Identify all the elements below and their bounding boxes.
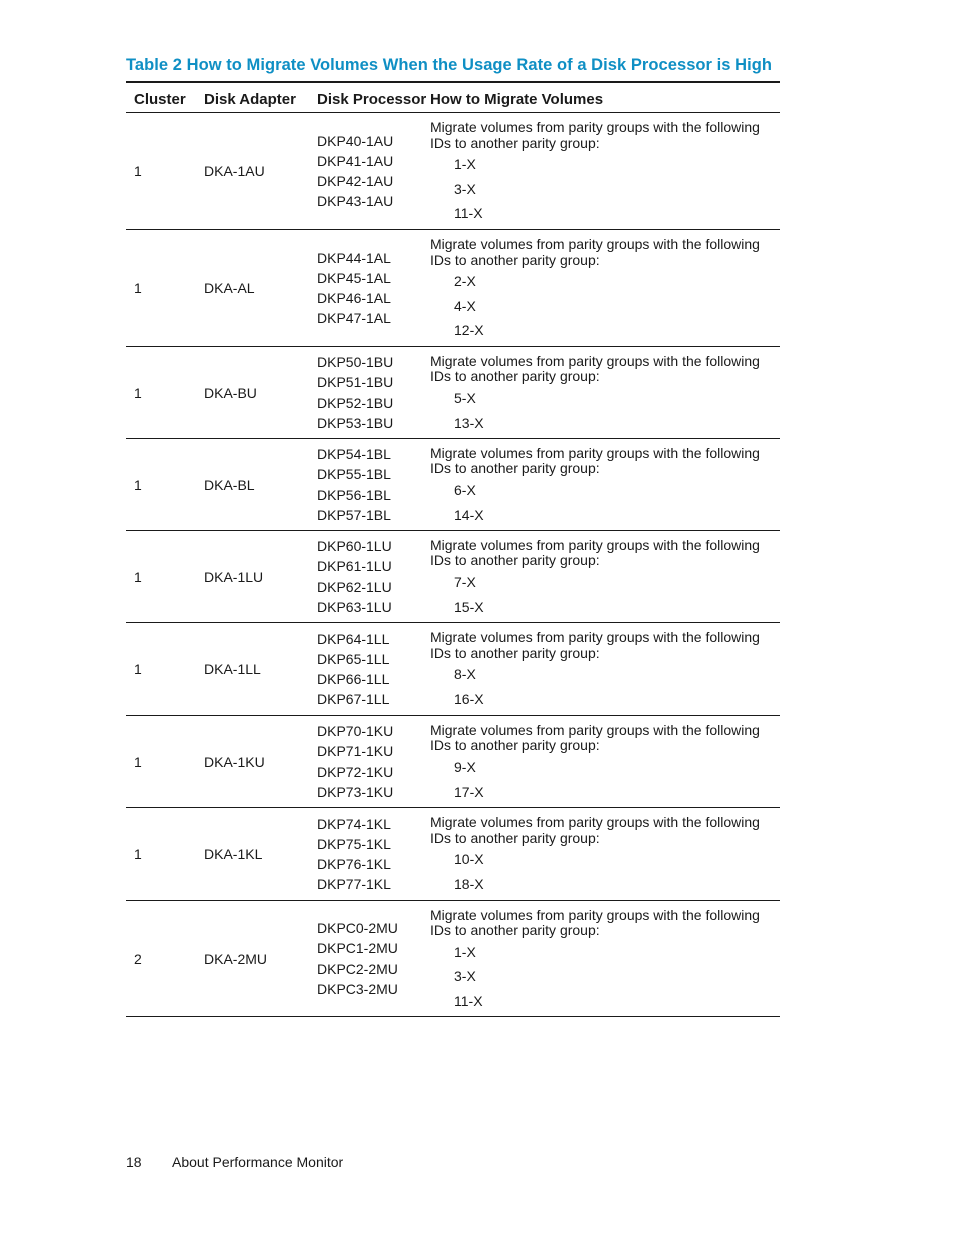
disk-processor-item: DKP41-1AU [317,152,394,169]
disk-processor-item: DKPC1-2MU [317,940,398,957]
migration-table [126,81,780,1017]
disk-processor-item: DKP52-1BU [317,394,394,411]
disk-processor-list [317,444,430,525]
disk-adapter-cell: DKA-BU [204,347,317,439]
disk-processor-item: DKP74-1KL [317,815,391,832]
disk-adapter-cell: DKA-1LU [204,531,317,623]
parity-group-id: 9-X [454,758,476,775]
disk-processor-cell [317,230,430,347]
parity-group-id: 1-X [454,943,476,960]
cluster-cell: 1 [126,347,204,439]
migration-instruction: Migrate volumes from parity groups with the following IDs to another parity group: [430,814,760,846]
disk-processor-item: DKP47-1AL [317,310,391,327]
parity-group-id-list [430,662,780,711]
parity-group-id-list [430,269,780,343]
disk-processor-item: DKP66-1LL [317,671,390,687]
cluster-cell: 2 [126,901,204,1017]
disk-processor-item: DKP44-1AL [317,249,391,266]
parity-group-id: 15-X [454,598,484,615]
header-cluster: Cluster [126,82,204,113]
migration-instruction: Migrate volumes from parity groups with the following IDs to another parity group: [430,119,760,151]
disk-processor-cell [317,623,430,716]
disk-processor-item: DKP64-1LL [317,630,390,647]
migration-instruction: Migrate volumes from parity groups with the following IDs to another parity group: [430,444,760,477]
how-to-migrate-cell [430,347,780,439]
how-to-migrate-cell [430,716,780,808]
parity-group-id: 7-X [454,573,476,590]
migration-instruction: Migrate volumes from parity groups with the following IDs to another parity group: [430,236,760,268]
parity-group-id: 18-X [454,876,484,892]
disk-processor-item: DKP40-1AU [317,132,394,149]
disk-processor-item: DKP50-1BU [317,354,394,371]
parity-group-id: 16-X [454,691,484,707]
disk-processor-list [317,248,430,329]
disk-processor-list [317,629,430,710]
parity-group-id-list [430,940,780,1014]
disk-processor-item: DKP72-1KU [317,763,394,780]
disk-processor-cell [317,347,430,439]
cluster-cell: 1 [126,531,204,623]
disk-processor-item: DKP71-1KU [317,743,394,760]
cluster-cell: 1 [126,113,204,230]
disk-processor-list [317,918,430,999]
disk-processor-list [317,352,430,433]
disk-processor-item: DKP54-1BL [317,446,391,463]
disk-processor-item: DKP55-1BL [317,466,391,483]
disk-processor-item: DKP73-1KU [317,783,394,800]
table-row [126,531,780,623]
disk-adapter-cell: DKA-1LL [204,623,317,716]
disk-processor-item: DKP51-1BU [317,374,394,391]
parity-group-id: 3-X [454,968,476,985]
disk-processor-item: DKP53-1BU [317,414,394,431]
table-row [126,808,780,901]
parity-group-id: 8-X [454,666,476,683]
disk-adapter-cell: DKA-1AU [204,113,317,230]
migration-instruction: Migrate volumes from parity groups with the following IDs to another parity group: [430,721,760,754]
migration-instruction: Migrate volumes from parity groups with the following IDs to another parity group: [430,352,760,385]
disk-processor-item: DKP46-1AL [317,290,391,306]
migration-instruction: Migrate volumes from parity groups with the following IDs to another parity group: [430,536,760,569]
disk-processor-item: DKP42-1AU [317,173,394,189]
parity-group-id-list [430,570,780,619]
parity-group-id: 5-X [454,389,476,406]
disk-adapter-cell: DKA-1KL [204,808,317,901]
disk-processor-item: DKP61-1LU [317,558,392,575]
disk-processor-item: DKP62-1LU [317,578,392,595]
how-to-migrate-cell [430,230,780,347]
how-to-migrate-cell [430,901,780,1017]
footer-section-title: About Performance Monitor [172,1154,344,1170]
parity-group-id: 14-X [454,506,484,523]
disk-processor-item: DKP57-1BL [317,506,391,523]
table-caption: Table 2 How to Migrate Volumes When the Usage Rate of a Disk Processor is High [126,56,773,74]
how-to-migrate-cell [430,439,780,531]
disk-processor-list [317,721,430,802]
parity-group-id: 3-X [454,180,476,197]
header-disk-processor: Disk Processor [317,82,430,113]
disk-processor-cell [317,901,430,1017]
parity-group-id-list [430,847,780,896]
disk-processor-item: DKP45-1AL [317,269,391,286]
disk-processor-item: DKP43-1AU [317,193,394,210]
disk-adapter-cell: DKA-BL [204,439,317,531]
disk-processor-cell [317,531,430,623]
cluster-cell: 1 [126,808,204,901]
parity-group-id: 2-X [454,273,476,290]
disk-adapter-cell: DKA-2MU [204,901,317,1017]
disk-processor-list [317,814,430,895]
parity-group-id: 6-X [454,481,476,498]
parity-group-id-list [430,478,780,527]
disk-processor-cell [317,113,430,230]
disk-processor-cell [317,716,430,808]
parity-group-id: 11-X [454,205,483,222]
how-to-migrate-cell [430,113,780,230]
parity-group-id: 17-X [454,783,484,800]
cluster-cell: 1 [126,230,204,347]
disk-processor-item: DKP56-1BL [317,486,391,503]
parity-group-id: 4-X [454,297,476,314]
cluster-cell: 1 [126,439,204,531]
disk-processor-item: DKPC3-2MU [317,980,398,997]
disk-processor-item: DKP76-1KL [317,856,391,872]
table-row [126,901,780,1017]
disk-processor-item: DKP77-1KL [317,876,391,893]
table-row [126,347,780,439]
table-header-row [126,82,780,113]
migration-instruction: Migrate volumes from parity groups with the following IDs to another parity group: [430,906,760,939]
disk-processor-list [317,131,430,212]
disk-adapter-cell: DKA-AL [204,230,317,347]
table-row [126,439,780,531]
parity-group-id: 11-X [454,992,483,1009]
page-footer [126,1154,343,1170]
parity-group-id: 10-X [454,851,484,868]
parity-group-id: 13-X [454,414,484,431]
parity-group-id-list [430,755,780,804]
disk-adapter-cell: DKA-1KU [204,716,317,808]
disk-processor-item: DKPC0-2MU [317,920,398,937]
table-body [126,113,780,1017]
disk-processor-item: DKP75-1KL [317,835,391,852]
disk-processor-item: DKP65-1LL [317,650,390,667]
how-to-migrate-cell [430,623,780,716]
disk-processor-item: DKP67-1LL [317,691,390,708]
parity-group-id: 1-X [454,156,476,173]
parity-group-id-list [430,386,780,435]
disk-processor-cell [317,808,430,901]
table-row [126,623,780,716]
migration-instruction: Migrate volumes from parity groups with the following IDs to another parity group: [430,629,760,661]
table-row [126,716,780,808]
disk-processor-item: DKPC2-2MU [317,960,398,977]
disk-processor-item: DKP60-1LU [317,538,392,555]
how-to-migrate-cell [430,808,780,901]
table-row [126,230,780,347]
table-row [126,113,780,230]
header-disk-adapter: Disk Adapter [204,82,317,113]
cluster-cell: 1 [126,623,204,716]
parity-group-id-list [430,152,780,226]
how-to-migrate-cell [430,531,780,623]
disk-processor-item: DKP70-1KU [317,723,394,740]
cluster-cell: 1 [126,716,204,808]
page-number: 18 [126,1154,142,1170]
disk-processor-item: DKP63-1LU [317,598,392,615]
disk-processor-cell [317,439,430,531]
header-how-to-migrate: How to Migrate Volumes [430,82,780,113]
disk-processor-list [317,536,430,617]
parity-group-id: 12-X [454,322,484,339]
